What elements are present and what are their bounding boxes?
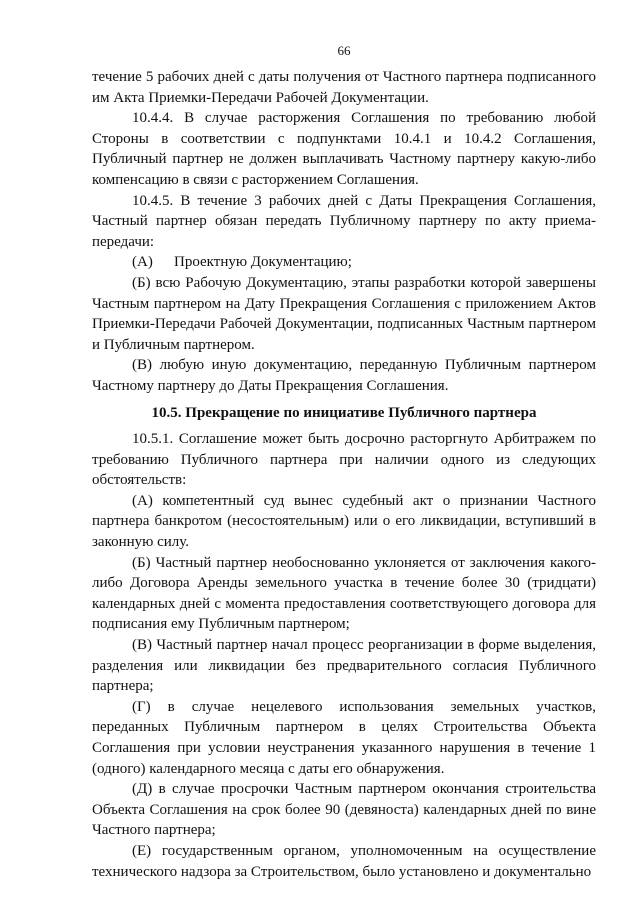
paragraph-10-5-1: 10.5.1. Соглашение может быть досрочно расторгнуто Арбитражем по требованию Публичного партнера при наличии одного из следующих обстоятельств: [92,431,596,489]
list-item-a-2: (А) компетентный суд вынес судебный акт о признании Частного партнера банкротом (несостоятельным) или о его ликвидации, вступивший в законную силу. [92,492,596,551]
list-item-v: (В) любую иную документацию, переданную Публичным партнером Частному партнеру до Даты Прекращения Соглашения. [92,357,596,394]
list-marker: (А) [132,254,153,271]
list-item-b-2: (Б) Частный партнер необоснованно уклоняется от заключения какого-либо Договора Аренды земельного участка в течение более 30 (тридцати) календарных дней с момента предоставления соответствующего договора для подписания ему Публичным партнером; [92,554,596,633]
document-body [92,67,596,882]
list-item-v-2: (В) Частный партнер начал процесс реорганизации в форме выделения, разделения или ликвидации без предварительного согласия Публичного партнера; [92,637,596,695]
list-item-b: (Б) всю Рабочую Документацию, этапы разработки которой завершены Частным партнером на Дату Прекращения Соглашения с приложением Актов Приемки-Передачи Рабочей Документации, подписанных Частным партнером и Публичным партнером. [92,274,596,353]
list-item-g-2: (Г) в случае нецелевого использования земельных участков, переданных Публичным партнером в целях Строительства Объекта Соглашения при условии неустранения указанного нарушения в течение 1 (одного) календарного месяца с даты его обнаружения. [92,698,596,777]
paragraph-continuation: течение 5 рабочих дней с даты получения от Частного партнера подписанного им Акта Приемки-Передачи Рабочей Документации. [92,69,596,106]
list-item-d-2: (Д) в случае просрочки Частным партнером окончания строительства Объекта Соглашения на срок более 90 (девяноста) календарных дней по вине Частного партнера; [92,781,596,839]
section-heading-10-5: 10.5. Прекращение по инициативе Публичного партнера [151,404,537,421]
paragraph-10-4-5: 10.4.5. В течение 3 рабочих дней с Даты Прекращения Соглашения, Частный партнер обязан передать Публичному партнеру по акту приема-передачи: [92,192,596,250]
list-item-a [92,252,596,273]
list-item-text: Проектную Документацию; [174,254,352,271]
paragraph-10-4-4: 10.4.4. В случае расторжения Соглашения по требованию любой Стороны в соответствии с подпунктами 10.4.1 и 10.4.2 Соглашения, Публичный партнер не должен выплачивать Частному партнеру какую-либо компенсацию в связи с расторжением Соглашения. [92,110,596,188]
list-item-e-2: (Е) государственным органом, уполномоченным на осуществление технического надзора за Строительством, было установлено и документально [92,842,596,880]
page-number: 66 [337,43,351,58]
